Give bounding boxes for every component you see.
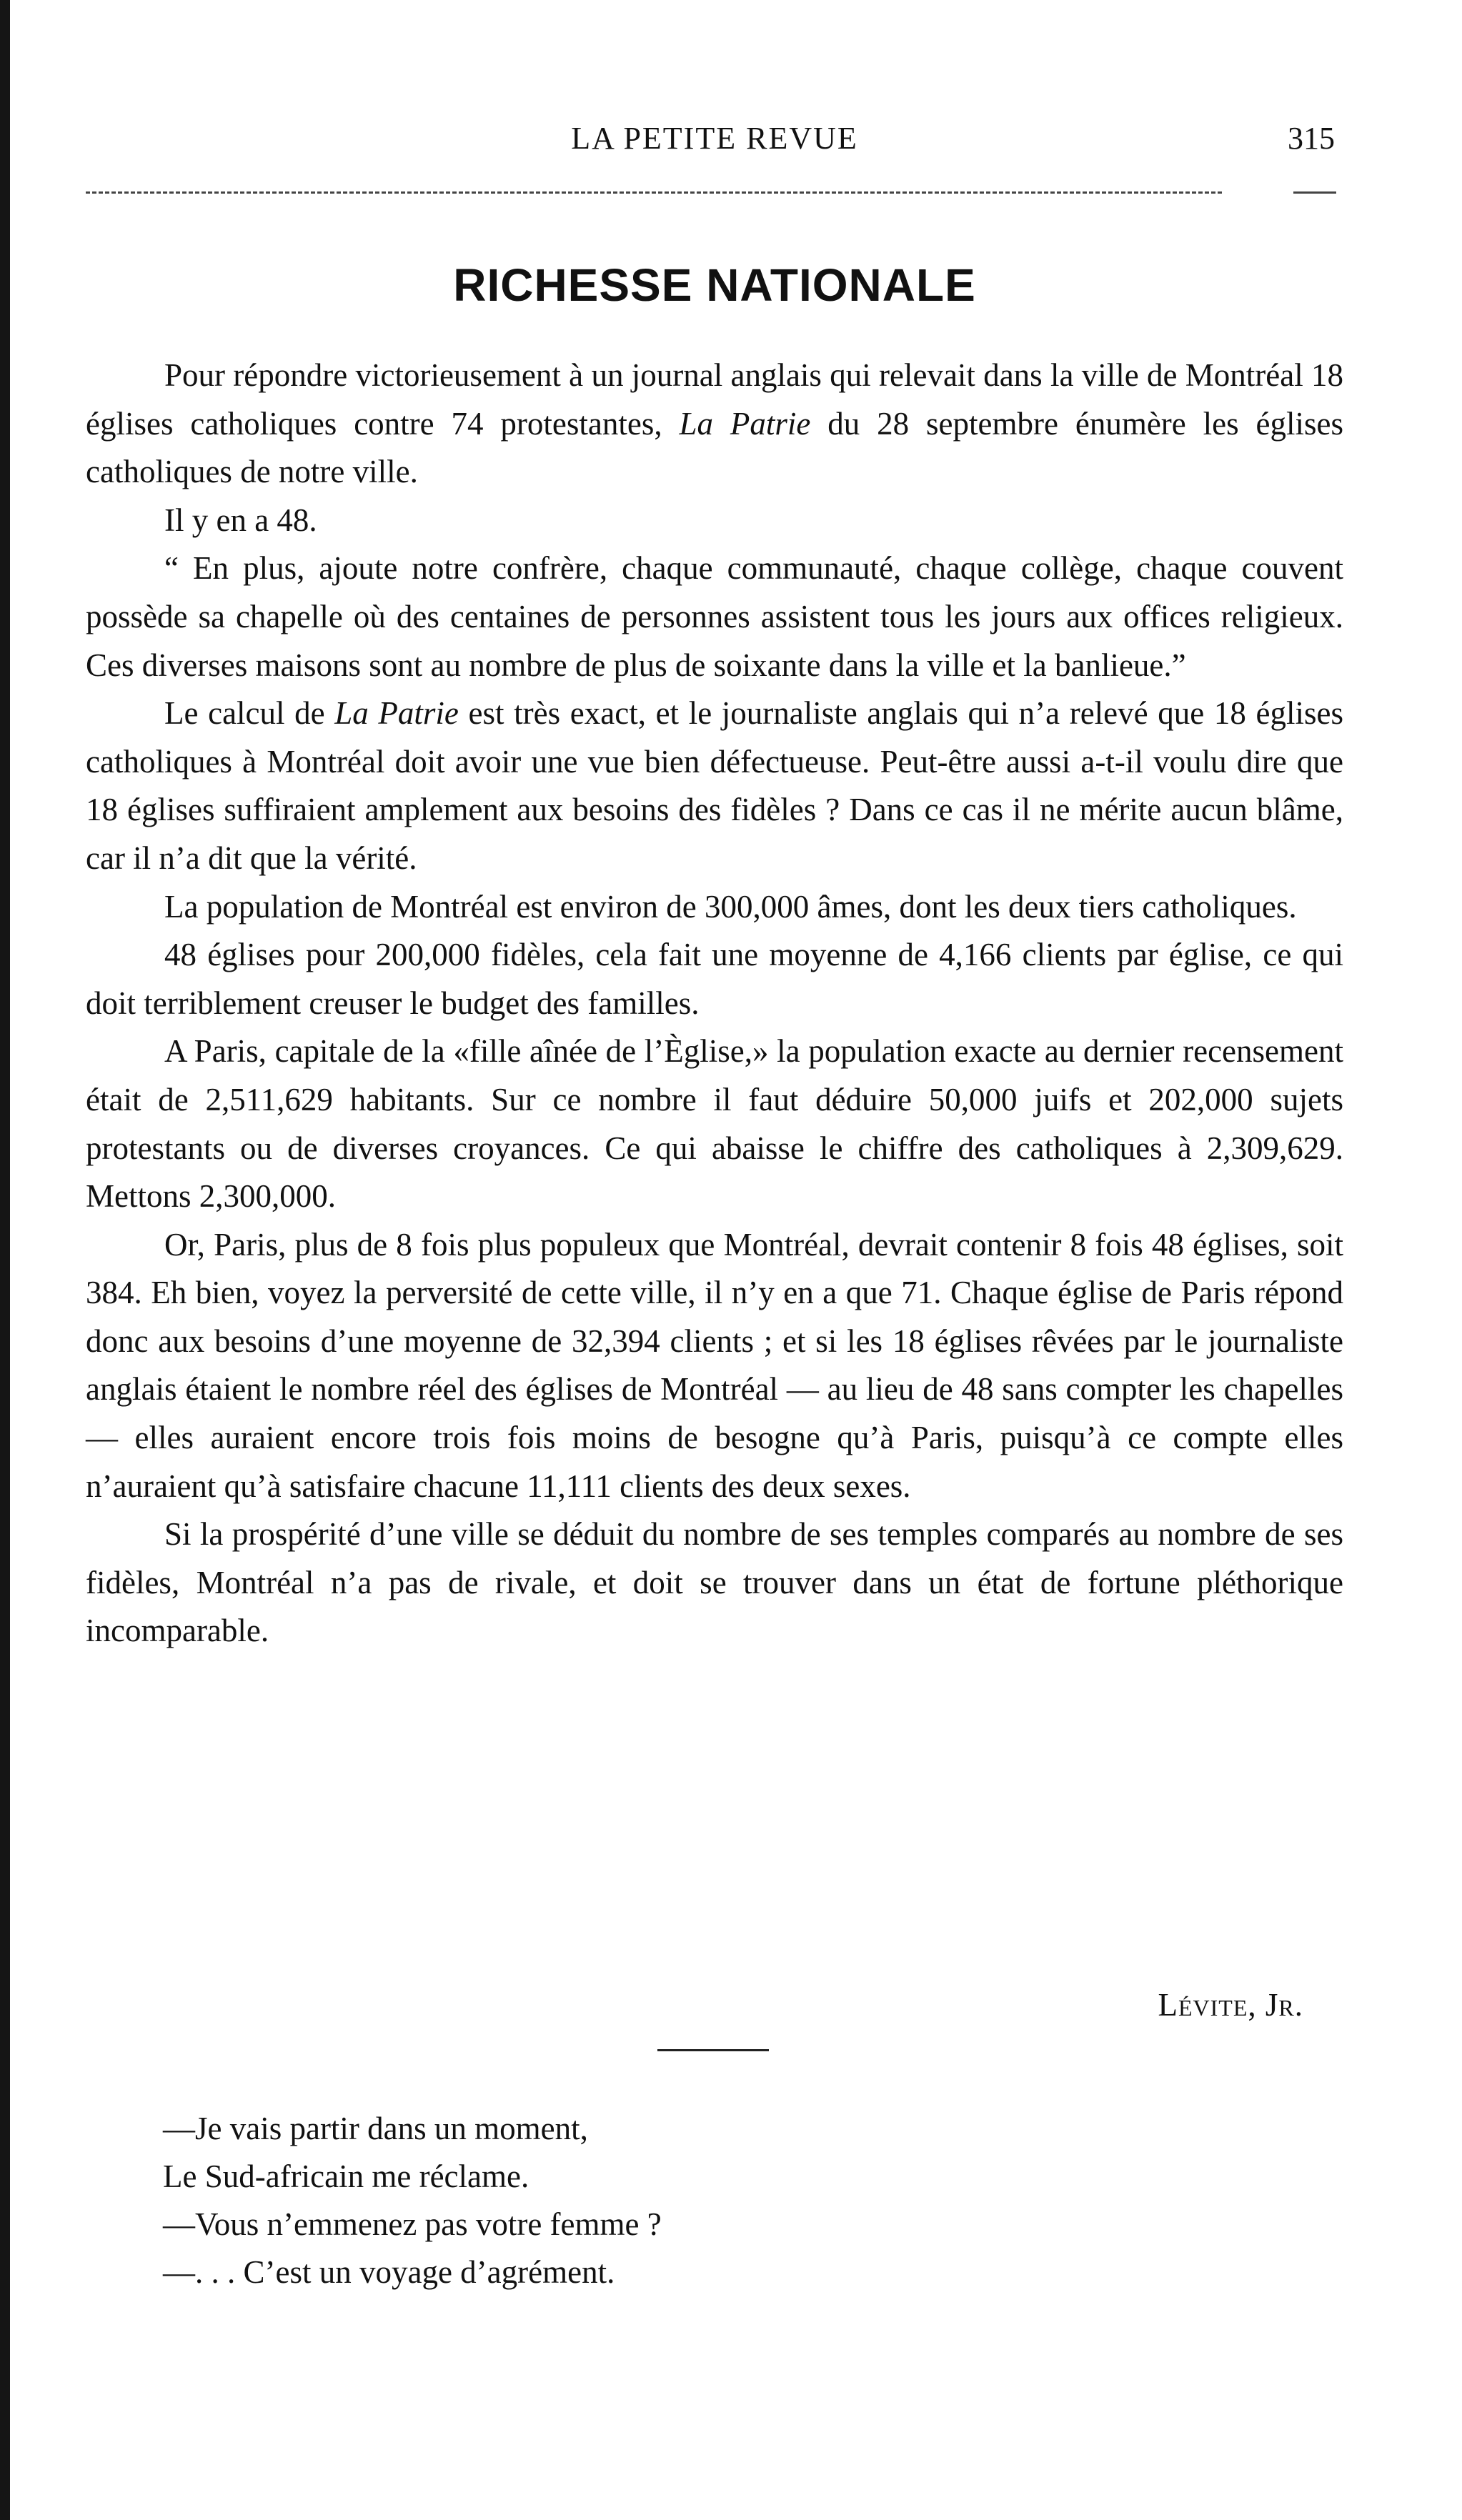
section-divider <box>657 2049 769 2051</box>
paragraph: La population de Montréal est environ de 300,000 âmes, dont les deux tiers catholiques. <box>164 888 1297 925</box>
running-title: LA PETITE REVUE <box>571 121 858 156</box>
article-title: RICHESSE NATIONALE <box>453 259 976 311</box>
page-number: 315 <box>1288 121 1335 156</box>
paragraph: Pour répondre victorieusement à un journal anglais qui relevait dans la ville de Montréal 18 églises catholiques contre 74 protestantes, La Patrie du 28 septembre énumère les églises catholiques de notre ville. <box>86 357 1343 490</box>
header-rule-end <box>1293 191 1336 194</box>
paragraph: 48 églises pour 200,000 fidèles, cela fait une moyenne de 4,166 clients par église, ce qui doit terriblement creuser le budget des familles. <box>86 937 1343 1021</box>
scan-binding-edge <box>0 0 10 2520</box>
verse-line: —Vous n’emmenez pas votre femme ? <box>163 2206 662 2242</box>
verse-block <box>163 2105 1092 2296</box>
paragraph: A Paris, capitale de la «fille aînée de l’Èglise,» la population exacte au dernier recensement était de 2,511,629 habitants. Sur ce nombre il faut déduire 50,000 juifs et 202,000 sujets protestants ou de diverses croyances. Ce qui abaisse le chiffre des catholiques à 2,309,629. Mettons 2,300,000. <box>86 1033 1343 1215</box>
paragraph: Or, Paris, plus de 8 fois plus populeux que Montréal, devrait contenir 8 fois 48 églises, soit 384. Eh bien, voyez la perversité de cette ville, il n’y en a que 71. Chaque église de Paris répond donc aux besoins d’une moyenne de 32,394 clients ; et si les 18 églises rêvées par le journaliste anglais étaient le nombre réel des églises de Montréal — au lieu de 48 sans compter les chapelles — elles auraient encore trois fois moins de besogne qu’à Paris, puisqu’à ce compte elles n’auraient qu’à satisfaire chacune 11,111 clients des deux sexes. <box>86 1226 1343 1504</box>
running-header <box>86 120 1343 163</box>
journal-page <box>86 0 1343 2520</box>
author-signature: Lévite, Jr. <box>1158 1987 1303 2023</box>
paragraph: Il y en a 48. <box>164 502 317 538</box>
verse-line: —Je vais partir dans un moment, <box>163 2111 588 2146</box>
newspaper-title: La Patrie <box>679 405 811 442</box>
paragraph: “ En plus, ajoute notre confrère, chaque communauté, chaque collège, chaque couvent possède sa chapelle où des centaines de personnes assistent tous les jours aux offices religieux. Ces diverses maisons sont au nombre de plus de soixante dans la ville et la banlieue.” <box>86 550 1343 683</box>
header-rule <box>86 191 1222 194</box>
verse-line: —. . . C’est un voyage d’agrément. <box>163 2254 615 2290</box>
paragraph: Si la prospérité d’une ville se déduit du nombre de ses temples comparés au nombre de ses fidèles, Montréal n’a pas de rivale, et doit se trouver dans un état de fortune pléthorique incomparable. <box>86 1516 1343 1649</box>
paragraph: Le calcul de La Patrie est très exact, et le journaliste anglais qui n’a relevé que 18 églises catholiques à Montréal doit avoir une vue bien défectueuse. Peut-être aussi a-t-il voulu dire que 18 églises suffiraient amplement aux besoins des fidèles ? Dans ce cas il ne mérite aucun blâme, car il n’a dit que la vérité. <box>86 695 1343 876</box>
verse-line: Le Sud-africain me réclame. <box>163 2158 529 2194</box>
article-body <box>86 352 1343 1655</box>
newspaper-title: La Patrie <box>334 695 459 732</box>
